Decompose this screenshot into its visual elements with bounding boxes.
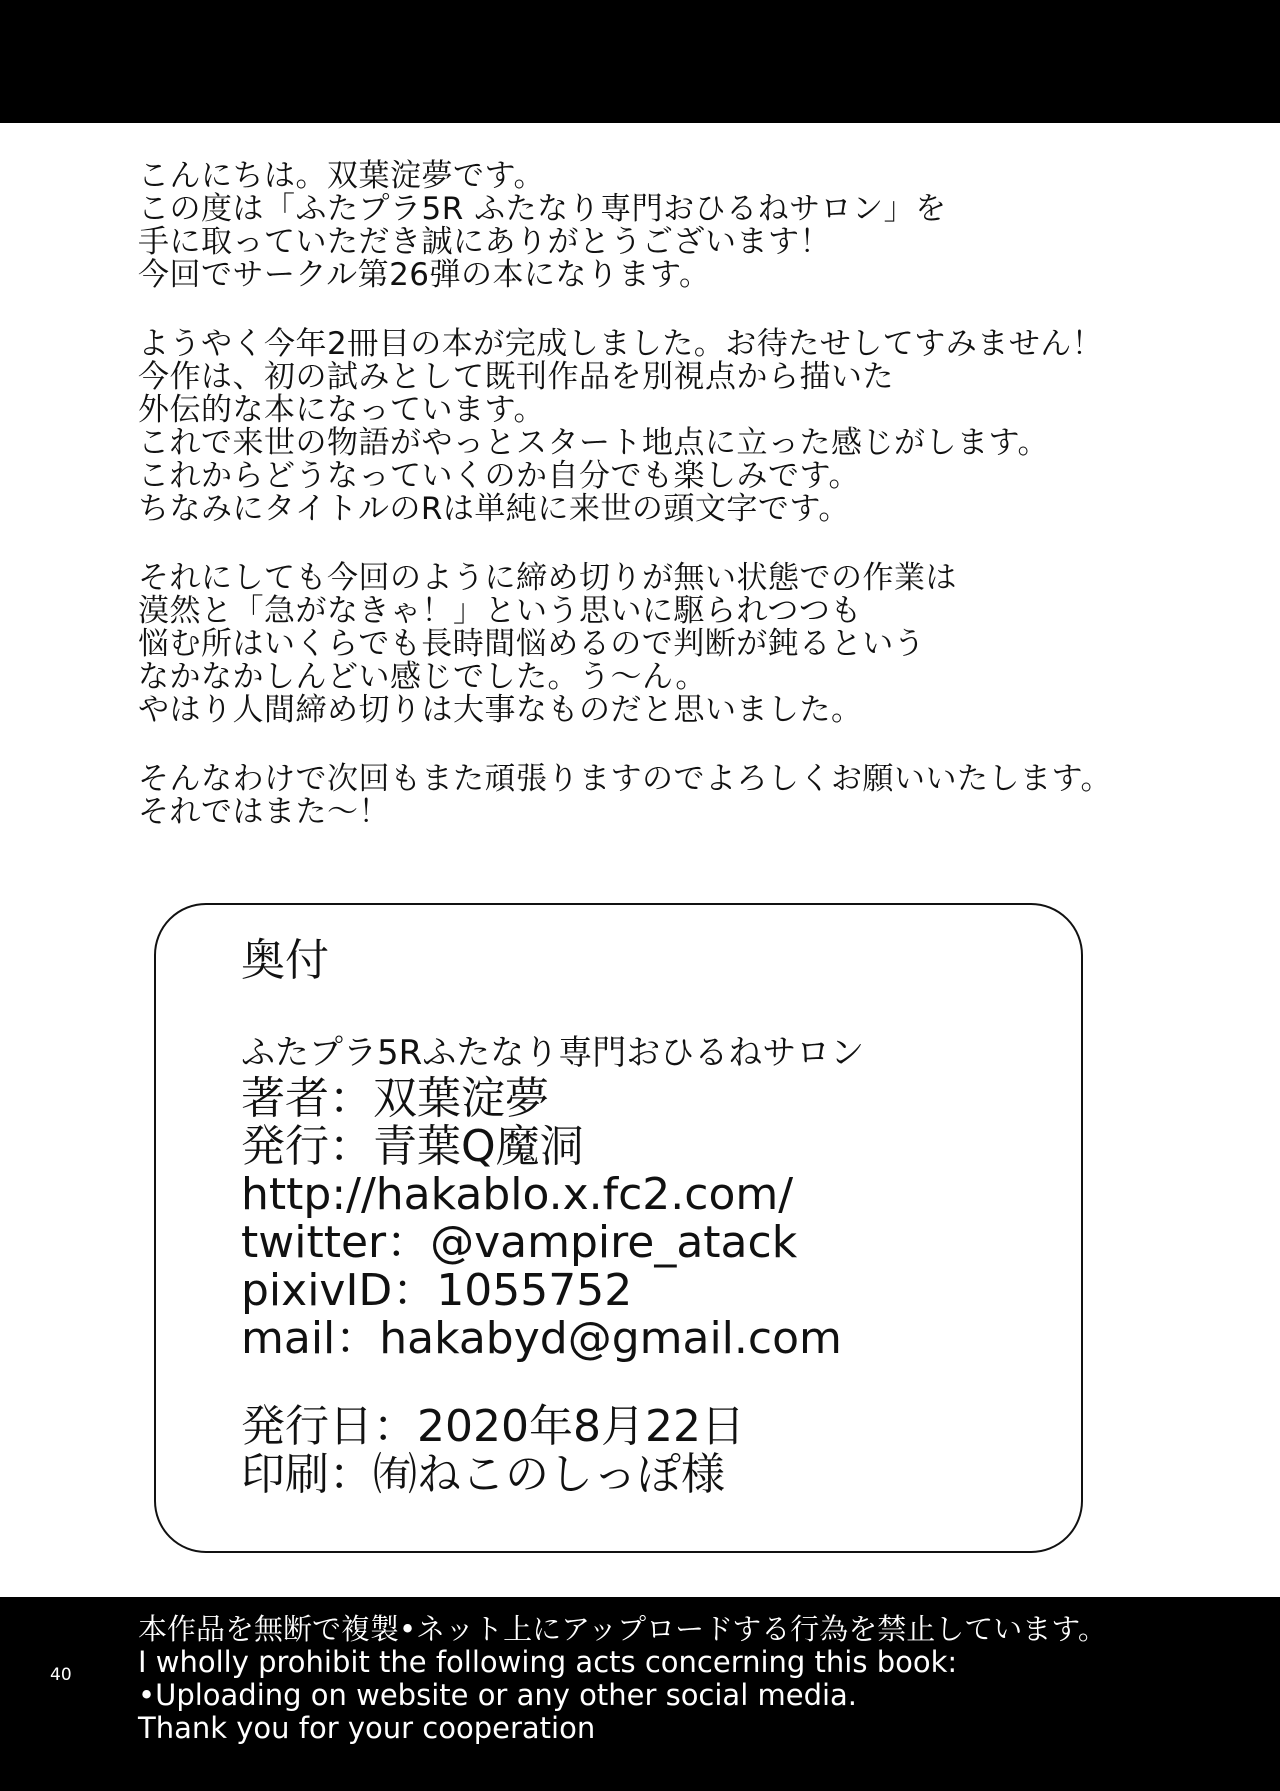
afterword-paragraph-1 (138, 160, 1258, 292)
colophon-mail: mail：hakabyd@gmail.com (241, 1313, 842, 1364)
page-number: 40 (50, 1665, 72, 1685)
notice-line: Thank you for your cooperation (138, 1711, 596, 1745)
afterword-paragraph-4 (138, 763, 1258, 829)
afterword-line: これで来世の物語がやっとスタート地点に立った感じがします。 (138, 425, 1050, 461)
afterword-line: ちなみにタイトルのRは単純に来世の頭文字です。 (138, 491, 850, 527)
afterword-line: 手に取っていただき誠にありがとうございます！ (138, 224, 831, 260)
afterword-line: 外伝的な本になっています。 (138, 392, 546, 428)
colophon-publish-date: 発行日：2020年8月22日 (241, 1401, 745, 1452)
afterword-line: やはり人間締め切りは大事なものだと思いました。 (138, 692, 863, 728)
colophon-box (154, 903, 1083, 1553)
afterword-line: なかなかしんどい感じでした。う～ん。 (138, 659, 707, 695)
colophon-book-title: ふたプラ5Rふたなり専門おひるねサロン (241, 1033, 865, 1073)
afterword-paragraph-2 (138, 328, 1258, 526)
afterword-line: ようやく今年2冊目の本が完成しました。お待たせしてすみません！ (138, 326, 1104, 362)
copyright-notice (138, 1613, 1107, 1745)
afterword-line: そんなわけで次回もまた頑張りますのでよろしくお願いいたします。 (138, 761, 1113, 797)
colophon-heading: 奥付 (241, 935, 329, 986)
top-black-bar (0, 0, 1280, 123)
colophon-dates (241, 1403, 745, 1499)
colophon-printer: 印刷：㈲ねこのしっぽ様 (241, 1449, 725, 1500)
notice-line: 本作品を無断で複製•ネット上にアップロードする行為を禁止しています。 (138, 1612, 1107, 1646)
afterword-line: それではまた～！ (138, 794, 390, 830)
colophon-twitter: twitter：@vampire_atack (241, 1217, 798, 1268)
afterword-section (138, 160, 1258, 865)
notice-line: I wholly prohibit the following acts concerning this book: (138, 1645, 958, 1679)
colophon-pixiv-id: pixivID：1055752 (241, 1265, 633, 1316)
bottom-black-bar (0, 1597, 1280, 1791)
afterword-line: これからどうなっていくのか自分でも楽しみです。 (138, 458, 861, 494)
colophon-details (241, 1075, 842, 1363)
afterword-line: 今作は、初の試みとして既刊作品を別視点から描いた (138, 359, 894, 395)
notice-line: •Uploading on website or any other social media. (138, 1678, 858, 1712)
afterword-line: 今回でサークル第26弾の本になります。 (138, 257, 711, 293)
afterword-line: 漠然と「急がなきゃ！」という思いに駆られつつも (138, 593, 862, 629)
colophon-website: http://hakablo.x.fc2.com/ (241, 1169, 794, 1220)
afterword-line: この度は「ふたプラ5R ふたなり専門おひるねサロン」を (138, 191, 947, 227)
afterword-line: 悩む所はいくらでも長時間悩めるので判断が鈍るという (138, 626, 926, 662)
colophon-publisher: 発行：青葉Q魔洞 (241, 1121, 584, 1172)
colophon-author: 著者：双葉淀夢 (241, 1073, 549, 1124)
afterword-line: こんにちは。双葉淀夢です。 (138, 158, 546, 194)
afterword-paragraph-3 (138, 562, 1258, 727)
afterword-line: それにしても今回のように締め切りが無い状態での作業は (138, 560, 957, 596)
